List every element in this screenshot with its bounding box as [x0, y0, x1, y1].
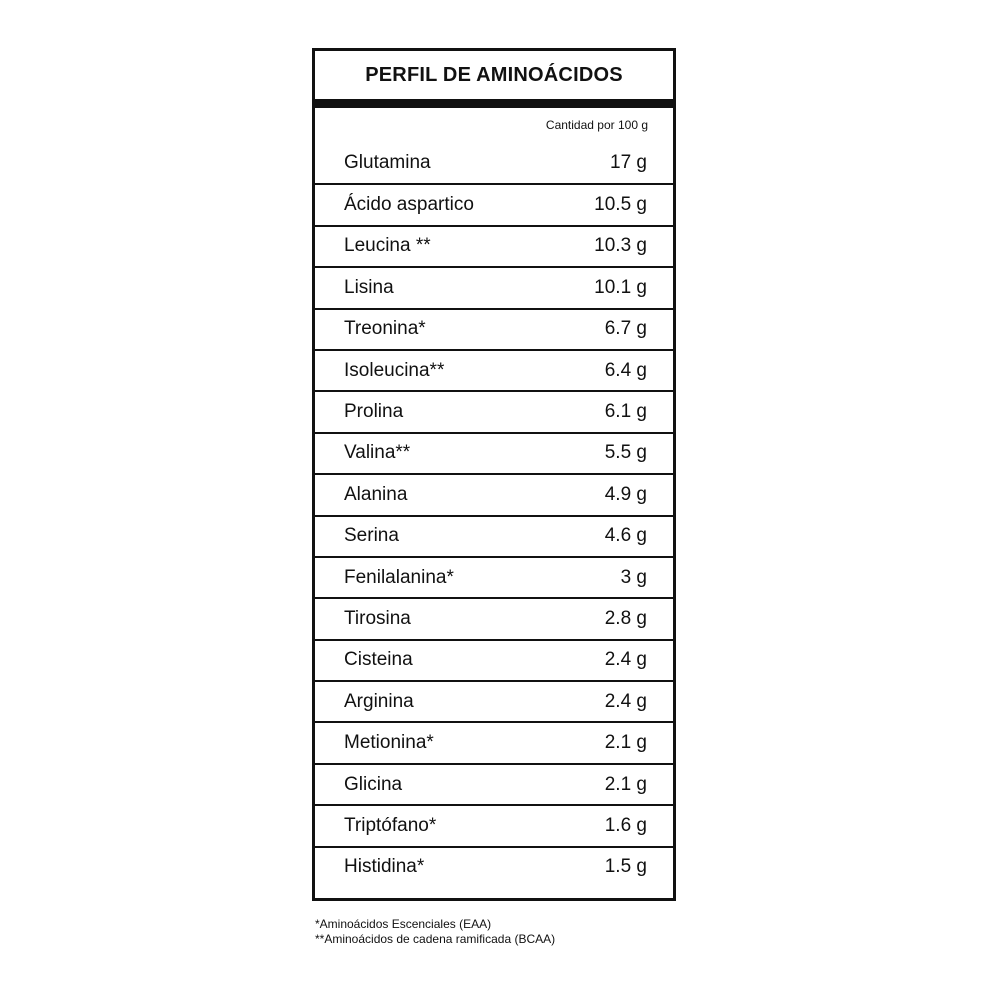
amino-acid-name: Cisteina — [344, 649, 413, 671]
amino-acid-amount: 6.7 g — [604, 318, 647, 340]
amino-acid-amount: 1.5 g — [604, 856, 647, 878]
amino-acid-amount: 6.4 g — [604, 359, 647, 381]
amino-acid-amount: 17 g — [610, 151, 647, 173]
table-row — [315, 846, 673, 887]
amino-acid-amount: 4.6 g — [604, 525, 647, 547]
amino-acid-name: Serina — [344, 525, 399, 547]
amino-acid-profile-panel — [312, 48, 676, 901]
amino-acid-amount: 2.1 g — [604, 773, 647, 795]
amino-acid-name: Ácido aspartico — [344, 194, 474, 216]
table-row — [315, 183, 673, 224]
panel-title: PERFIL DE AMINOÁCIDOS — [365, 63, 623, 86]
table-row — [315, 142, 673, 183]
amino-acid-name: Valina** — [344, 442, 411, 464]
amino-acid-amount: 5.5 g — [604, 442, 647, 464]
amino-acid-amount: 2.8 g — [604, 607, 647, 629]
amino-acid-name: Lisina — [344, 276, 394, 298]
amino-acid-amount: 10.5 g — [594, 194, 647, 216]
table-row — [315, 473, 673, 514]
footnotes — [315, 917, 555, 947]
amino-acid-amount: 10.3 g — [594, 235, 647, 257]
table-row — [315, 308, 673, 349]
table-row — [315, 721, 673, 762]
title-divider-bar — [315, 99, 673, 108]
table-row — [315, 515, 673, 556]
column-header: Cantidad por 100 g — [545, 118, 648, 132]
amino-acid-amount: 2.4 g — [604, 649, 647, 671]
amino-acid-name: Alanina — [344, 483, 408, 505]
amino-acid-amount: 3 g — [620, 566, 647, 588]
footnote-line: *Aminoácidos Escenciales (EAA) — [315, 917, 492, 931]
footnote-line: **Aminoácidos de cadena ramificada (BCAA) — [315, 932, 556, 946]
table-row — [315, 225, 673, 266]
table-row — [315, 639, 673, 680]
table-row — [315, 597, 673, 638]
amino-acid-rows — [315, 142, 673, 887]
amino-acid-amount: 6.1 g — [604, 401, 647, 423]
table-row — [315, 266, 673, 307]
amino-acid-name: Arginina — [344, 690, 414, 712]
amino-acid-name: Triptófano* — [344, 814, 437, 836]
table-row — [315, 763, 673, 804]
amino-acid-name: Glutamina — [344, 151, 431, 173]
amino-acid-amount: 2.4 g — [604, 690, 647, 712]
amino-acid-name: Prolina — [344, 401, 404, 423]
table-row — [315, 804, 673, 845]
amino-acid-name: Treonina* — [344, 318, 426, 340]
amino-acid-name: Leucina ** — [344, 235, 431, 257]
amino-acid-amount: 2.1 g — [604, 732, 647, 754]
amino-acid-amount: 1.6 g — [604, 814, 647, 836]
table-row — [315, 390, 673, 431]
amino-acid-amount: 10.1 g — [594, 276, 647, 298]
amino-acid-name: Metionina* — [344, 732, 434, 754]
table-row — [315, 432, 673, 473]
table-row — [315, 556, 673, 597]
amino-acid-name: Glicina — [344, 773, 403, 795]
amino-acid-name: Fenilalanina* — [344, 566, 454, 588]
amino-acid-amount: 4.9 g — [604, 483, 647, 505]
amino-acid-name: Histidina* — [344, 856, 425, 878]
table-row — [315, 349, 673, 390]
amino-acid-name: Tirosina — [344, 607, 411, 629]
table-row — [315, 680, 673, 721]
amino-acid-name: Isoleucina** — [344, 359, 445, 381]
